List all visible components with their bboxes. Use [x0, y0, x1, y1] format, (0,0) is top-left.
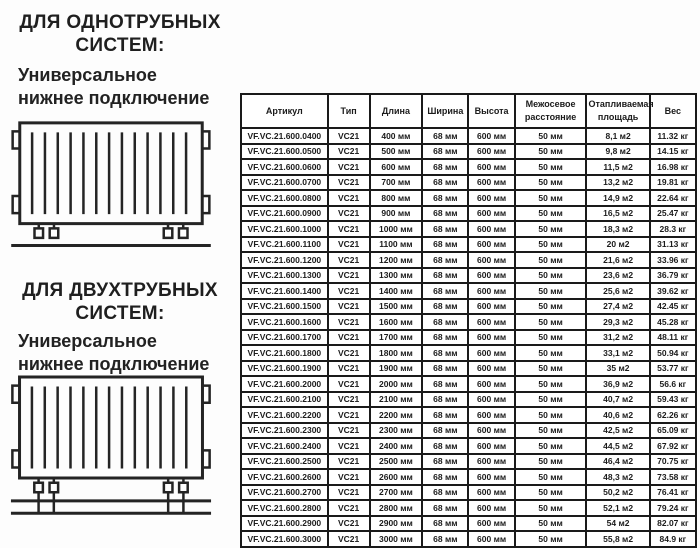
table-row: [241, 330, 696, 346]
spec-table-container: [240, 93, 697, 548]
table-row: [241, 423, 696, 439]
table-cell: VF.VC.21.600.2100: [241, 392, 328, 408]
table-cell: 400 мм: [370, 128, 423, 144]
table-cell: 600 мм: [468, 423, 514, 439]
table-cell: 68 мм: [422, 190, 468, 206]
table-cell: 68 мм: [422, 206, 468, 222]
table-row: [241, 268, 696, 284]
table-cell: 600 мм: [468, 190, 514, 206]
table-cell: 82.07 кг: [650, 516, 696, 532]
table-cell: 50 мм: [515, 376, 587, 392]
table-row: [241, 454, 696, 470]
table-cell: VC21: [328, 485, 370, 501]
radiator-drawing-icon: [10, 120, 212, 254]
table-cell: VC21: [328, 330, 370, 346]
table-cell: 68 мм: [422, 392, 468, 408]
table-row: [241, 392, 696, 408]
table-cell: VF.VC.21.600.2000: [241, 376, 328, 392]
table-cell: 2800 мм: [370, 500, 423, 516]
table-cell: VF.VC.21.600.2500: [241, 454, 328, 470]
table-cell: 2400 мм: [370, 438, 423, 454]
table-cell: 33,1 м2: [586, 345, 649, 361]
table-cell: 50 мм: [515, 128, 587, 144]
table-cell: 42,5 м2: [586, 423, 649, 439]
table-cell: 50 мм: [515, 485, 587, 501]
table-cell: 14.15 кг: [650, 144, 696, 160]
table-cell: 68 мм: [422, 283, 468, 299]
table-cell: VC21: [328, 237, 370, 253]
table-row: [241, 283, 696, 299]
table-cell: 50 мм: [515, 454, 587, 470]
table-cell: 50 мм: [515, 299, 587, 315]
table-cell: 46,4 м2: [586, 454, 649, 470]
table-cell: VC21: [328, 206, 370, 222]
table-cell: 2600 мм: [370, 469, 423, 485]
table-cell: 600 мм: [468, 407, 514, 423]
table-cell: 50 мм: [515, 206, 587, 222]
table-cell: 600 мм: [468, 500, 514, 516]
table-cell: 50 мм: [515, 392, 587, 408]
table-cell: 16.98 кг: [650, 159, 696, 175]
table-cell: 68 мм: [422, 144, 468, 160]
table-cell: VC21: [328, 299, 370, 315]
table-cell: 600 мм: [370, 159, 423, 175]
table-cell: 11,5 м2: [586, 159, 649, 175]
table-cell: 600 мм: [468, 159, 514, 175]
table-cell: 1800 мм: [370, 345, 423, 361]
table-cell: 62.26 кг: [650, 407, 696, 423]
table-row: [241, 175, 696, 191]
table-cell: VC21: [328, 144, 370, 160]
heading-line: ДЛЯ ДВУХТРУБНЫХ: [22, 280, 218, 301]
table-cell: VF.VC.21.600.2900: [241, 516, 328, 532]
table-cell: 50 мм: [515, 190, 587, 206]
table-cell: 2700 мм: [370, 485, 423, 501]
table-row: [241, 516, 696, 532]
table-cell: VF.VC.21.600.2700: [241, 485, 328, 501]
header-row: [241, 94, 696, 128]
table-cell: VF.VC.21.600.1700: [241, 330, 328, 346]
table-cell: 1100 мм: [370, 237, 423, 253]
table-row: [241, 314, 696, 330]
table-cell: 600 мм: [468, 299, 514, 315]
radiator-single-pipe-diagram: [10, 120, 212, 254]
table-cell: 65.09 кг: [650, 423, 696, 439]
column-header: Отапливаемая площадь: [586, 94, 649, 128]
two-pipe-subtitle: [18, 330, 233, 375]
table-cell: 50 мм: [515, 531, 587, 547]
table-cell: VF.VC.21.600.1300: [241, 268, 328, 284]
table-row: [241, 469, 696, 485]
table-cell: 68 мм: [422, 299, 468, 315]
table-cell: 50 мм: [515, 283, 587, 299]
column-header: Высота: [468, 94, 514, 128]
table-cell: 20 м2: [586, 237, 649, 253]
table-cell: 50 мм: [515, 345, 587, 361]
table-cell: 600 мм: [468, 361, 514, 377]
column-header: Вес: [650, 94, 696, 128]
table-cell: 39.62 кг: [650, 283, 696, 299]
column-header: Тип: [328, 94, 370, 128]
table-cell: VF.VC.21.600.0600: [241, 159, 328, 175]
table-cell: 2500 мм: [370, 454, 423, 470]
table-cell: 68 мм: [422, 175, 468, 191]
table-cell: 600 мм: [468, 454, 514, 470]
table-cell: 9,8 м2: [586, 144, 649, 160]
table-cell: 33.96 кг: [650, 252, 696, 268]
left-panel: [0, 0, 240, 535]
table-cell: 1000 мм: [370, 221, 423, 237]
table-cell: VC21: [328, 175, 370, 191]
table-cell: 600 мм: [468, 485, 514, 501]
radiator-drawing-icon: [10, 374, 212, 521]
table-cell: 600 мм: [468, 531, 514, 547]
table-cell: 68 мм: [422, 314, 468, 330]
table-cell: 50 мм: [515, 175, 587, 191]
table-cell: 53.77 кг: [650, 361, 696, 377]
table-cell: 68 мм: [422, 531, 468, 547]
table-cell: 50 мм: [515, 144, 587, 160]
table-cell: 600 мм: [468, 175, 514, 191]
table-cell: VC21: [328, 469, 370, 485]
table-cell: VF.VC.21.600.0700: [241, 175, 328, 191]
table-cell: 28.3 кг: [650, 221, 696, 237]
table-cell: 50 мм: [515, 314, 587, 330]
table-row: [241, 252, 696, 268]
table-cell: VF.VC.21.600.0800: [241, 190, 328, 206]
table-cell: 50 мм: [515, 237, 587, 253]
table-cell: 600 мм: [468, 268, 514, 284]
table-cell: VC21: [328, 128, 370, 144]
table-cell: VF.VC.21.600.2300: [241, 423, 328, 439]
subtitle-line: Универсальное: [18, 331, 157, 351]
table-cell: 68 мм: [422, 330, 468, 346]
table-cell: 600 мм: [468, 128, 514, 144]
table-cell: 2300 мм: [370, 423, 423, 439]
spec-table-body: [241, 128, 696, 547]
table-cell: 25.47 кг: [650, 206, 696, 222]
table-cell: 67.92 кг: [650, 438, 696, 454]
table-cell: VF.VC.21.600.2200: [241, 407, 328, 423]
table-cell: VC21: [328, 252, 370, 268]
table-cell: 3000 мм: [370, 531, 423, 547]
table-cell: VF.VC.21.600.1000: [241, 221, 328, 237]
table-row: [241, 345, 696, 361]
table-cell: 50 мм: [515, 407, 587, 423]
table-cell: 68 мм: [422, 438, 468, 454]
table-cell: VC21: [328, 283, 370, 299]
table-cell: 68 мм: [422, 516, 468, 532]
table-cell: 31.13 кг: [650, 237, 696, 253]
table-cell: VF.VC.21.600.1900: [241, 361, 328, 377]
table-cell: VC21: [328, 438, 370, 454]
table-cell: VF.VC.21.600.3000: [241, 531, 328, 547]
table-row: [241, 128, 696, 144]
table-cell: 600 мм: [468, 206, 514, 222]
table-cell: 68 мм: [422, 221, 468, 237]
table-row: [241, 500, 696, 516]
table-cell: 54 м2: [586, 516, 649, 532]
table-cell: VF.VC.21.600.0900: [241, 206, 328, 222]
table-cell: 600 мм: [468, 283, 514, 299]
table-cell: 600 мм: [468, 144, 514, 160]
table-row: [241, 299, 696, 315]
table-row: [241, 407, 696, 423]
table-cell: 84.9 кг: [650, 531, 696, 547]
heading-line: СИСТЕМ:: [75, 34, 165, 56]
table-cell: 27,4 м2: [586, 299, 649, 315]
table-cell: 42.45 кг: [650, 299, 696, 315]
table-cell: VC21: [328, 516, 370, 532]
table-cell: 600 мм: [468, 345, 514, 361]
table-cell: 600 мм: [468, 221, 514, 237]
table-cell: 70.75 кг: [650, 454, 696, 470]
table-cell: VC21: [328, 345, 370, 361]
table-cell: VC21: [328, 392, 370, 408]
table-cell: VC21: [328, 407, 370, 423]
table-cell: 31,2 м2: [586, 330, 649, 346]
table-row: [241, 531, 696, 547]
table-cell: 13,2 м2: [586, 175, 649, 191]
table-cell: 48.11 кг: [650, 330, 696, 346]
table-cell: VC21: [328, 268, 370, 284]
table-cell: VC21: [328, 190, 370, 206]
table-cell: 1900 мм: [370, 361, 423, 377]
table-cell: VF.VC.21.600.1100: [241, 237, 328, 253]
table-cell: 600 мм: [468, 438, 514, 454]
column-header: Межосевое расстояние: [515, 94, 587, 128]
subtitle-line: Универсальное: [18, 65, 157, 85]
column-header: Ширина: [422, 94, 468, 128]
table-cell: 1700 мм: [370, 330, 423, 346]
table-cell: 800 мм: [370, 190, 423, 206]
table-cell: 50.94 кг: [650, 345, 696, 361]
table-cell: 68 мм: [422, 268, 468, 284]
table-row: [241, 376, 696, 392]
table-cell: VC21: [328, 454, 370, 470]
table-cell: 600 мм: [468, 330, 514, 346]
heading-line: ДЛЯ ОДНОТРУБНЫХ: [19, 12, 221, 33]
table-cell: VF.VC.21.600.1500: [241, 299, 328, 315]
table-cell: 36.79 кг: [650, 268, 696, 284]
table-cell: VF.VC.21.600.1200: [241, 252, 328, 268]
table-cell: 11.32 кг: [650, 128, 696, 144]
table-cell: 68 мм: [422, 407, 468, 423]
table-cell: 45.28 кг: [650, 314, 696, 330]
table-cell: 35 м2: [586, 361, 649, 377]
table-cell: 50 мм: [515, 221, 587, 237]
radiator-two-pipe-diagram: [10, 374, 212, 521]
table-cell: 59.43 кг: [650, 392, 696, 408]
table-row: [241, 206, 696, 222]
table-row: [241, 485, 696, 501]
table-cell: VC21: [328, 221, 370, 237]
table-cell: 68 мм: [422, 469, 468, 485]
table-cell: 68 мм: [422, 237, 468, 253]
table-cell: 2900 мм: [370, 516, 423, 532]
table-cell: VF.VC.21.600.2600: [241, 469, 328, 485]
table-cell: 50 мм: [515, 423, 587, 439]
table-cell: VC21: [328, 500, 370, 516]
table-cell: 600 мм: [468, 516, 514, 532]
table-cell: VC21: [328, 376, 370, 392]
table-cell: 600 мм: [468, 376, 514, 392]
table-cell: VC21: [328, 159, 370, 175]
table-cell: 8,1 м2: [586, 128, 649, 144]
table-cell: VF.VC.21.600.0400: [241, 128, 328, 144]
table-cell: 500 мм: [370, 144, 423, 160]
table-cell: 44,5 м2: [586, 438, 649, 454]
table-cell: 68 мм: [422, 345, 468, 361]
table-cell: 68 мм: [422, 423, 468, 439]
table-cell: 50 мм: [515, 469, 587, 485]
table-cell: 2000 мм: [370, 376, 423, 392]
single-pipe-subtitle: [18, 64, 233, 109]
table-cell: VF.VC.21.600.1800: [241, 345, 328, 361]
table-cell: 68 мм: [422, 159, 468, 175]
table-cell: 600 мм: [468, 469, 514, 485]
table-cell: 50 мм: [515, 252, 587, 268]
table-cell: VF.VC.21.600.2400: [241, 438, 328, 454]
table-cell: 600 мм: [468, 237, 514, 253]
table-cell: 68 мм: [422, 252, 468, 268]
table-cell: 68 мм: [422, 376, 468, 392]
table-cell: 1200 мм: [370, 252, 423, 268]
table-row: [241, 361, 696, 377]
table-cell: VF.VC.21.600.2800: [241, 500, 328, 516]
table-cell: 76.41 кг: [650, 485, 696, 501]
table-cell: 50 мм: [515, 500, 587, 516]
table-cell: 23,6 м2: [586, 268, 649, 284]
table-cell: 900 мм: [370, 206, 423, 222]
table-cell: 50 мм: [515, 268, 587, 284]
table-cell: 1400 мм: [370, 283, 423, 299]
table-cell: VF.VC.21.600.0500: [241, 144, 328, 160]
column-header: Длина: [370, 94, 423, 128]
table-row: [241, 237, 696, 253]
heading-line: СИСТЕМ:: [75, 302, 165, 324]
table-cell: 21,6 м2: [586, 252, 649, 268]
single-pipe-heading: [6, 12, 234, 58]
table-cell: 68 мм: [422, 454, 468, 470]
table-cell: 50 мм: [515, 361, 587, 377]
table-row: [241, 190, 696, 206]
subtitle-line: нижнее подключение: [18, 353, 210, 374]
table-row: [241, 221, 696, 237]
table-cell: 18,3 м2: [586, 221, 649, 237]
table-cell: 50 мм: [515, 438, 587, 454]
table-cell: 68 мм: [422, 500, 468, 516]
table-cell: 600 мм: [468, 314, 514, 330]
table-cell: 600 мм: [468, 252, 514, 268]
table-cell: VC21: [328, 531, 370, 547]
table-cell: 50 мм: [515, 159, 587, 175]
table-cell: 14,9 м2: [586, 190, 649, 206]
table-cell: 2200 мм: [370, 407, 423, 423]
table-cell: 68 мм: [422, 485, 468, 501]
spec-table: [240, 93, 697, 548]
table-cell: 1300 мм: [370, 268, 423, 284]
table-cell: VF.VC.21.600.1400: [241, 283, 328, 299]
table-row: [241, 159, 696, 175]
table-cell: 79.24 кг: [650, 500, 696, 516]
table-row: [241, 438, 696, 454]
table-cell: VC21: [328, 314, 370, 330]
spec-table-head: [241, 94, 696, 128]
table-cell: 29,3 м2: [586, 314, 649, 330]
table-cell: 48,3 м2: [586, 469, 649, 485]
table-cell: VC21: [328, 423, 370, 439]
table-row: [241, 144, 696, 160]
table-cell: 50,2 м2: [586, 485, 649, 501]
table-cell: 19.81 кг: [650, 175, 696, 191]
table-cell: 68 мм: [422, 128, 468, 144]
table-cell: 52,1 м2: [586, 500, 649, 516]
table-cell: VF.VC.21.600.1600: [241, 314, 328, 330]
table-cell: 55,8 м2: [586, 531, 649, 547]
table-cell: 56.6 кг: [650, 376, 696, 392]
table-cell: 68 мм: [422, 361, 468, 377]
column-header: Артикул: [241, 94, 328, 128]
table-cell: 40,7 м2: [586, 392, 649, 408]
two-pipe-heading: [6, 280, 234, 326]
table-cell: 40,6 м2: [586, 407, 649, 423]
table-cell: 22.64 кг: [650, 190, 696, 206]
table-cell: VC21: [328, 361, 370, 377]
table-cell: 50 мм: [515, 330, 587, 346]
table-cell: 25,6 м2: [586, 283, 649, 299]
table-cell: 1500 мм: [370, 299, 423, 315]
table-cell: 36,9 м2: [586, 376, 649, 392]
table-cell: 73.58 кг: [650, 469, 696, 485]
table-cell: 1600 мм: [370, 314, 423, 330]
table-cell: 2100 мм: [370, 392, 423, 408]
table-cell: 700 мм: [370, 175, 423, 191]
table-cell: 50 мм: [515, 516, 587, 532]
subtitle-line: нижнее подключение: [18, 87, 210, 108]
table-cell: 16,5 м2: [586, 206, 649, 222]
table-cell: 600 мм: [468, 392, 514, 408]
